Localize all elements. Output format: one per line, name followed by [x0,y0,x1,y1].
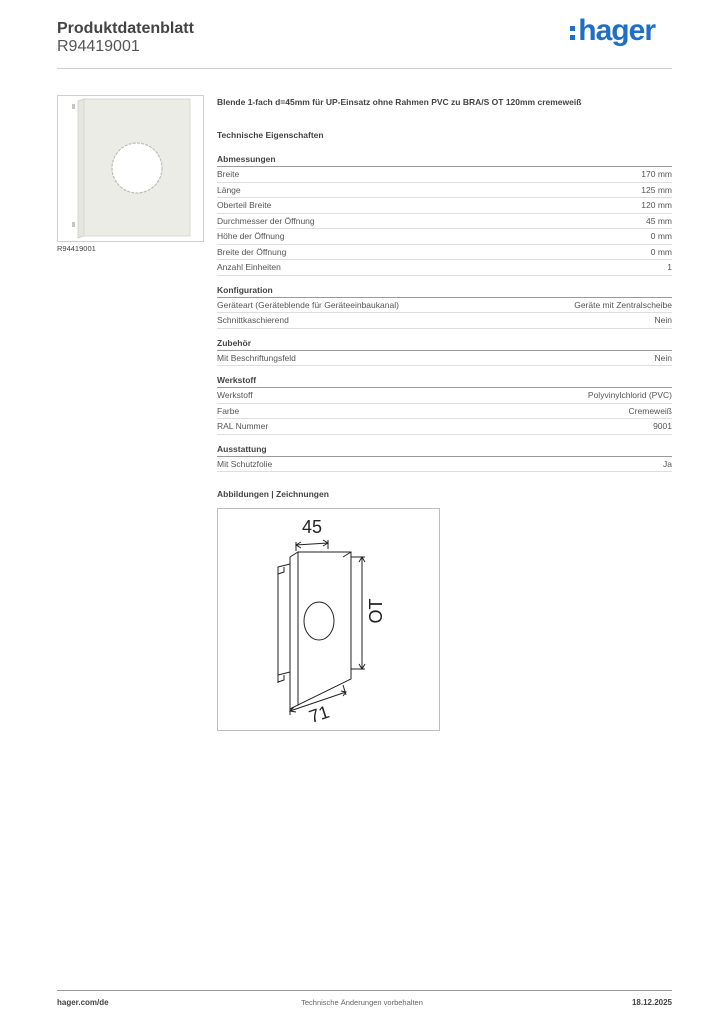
footer-website-link[interactable]: hager.com/de [57,998,109,1007]
product-image-caption: R94419001 [57,244,96,253]
page-title: Produktdatenblatt [57,20,194,37]
logo-text: hager [578,14,655,47]
spec-row [217,260,672,276]
spec-value: 120 mm [641,200,672,210]
spec-row [217,351,672,367]
tech-properties-title: Technische Eigenschaften [217,130,324,140]
logo-dots-icon [570,26,575,40]
section-werkstoff [217,375,672,435]
footer-note: Technische Änderungen vorbehalten [301,998,423,1007]
figures-title: Abbildungen | Zeichnungen [217,489,329,499]
spec-row [217,245,672,261]
footer-divider [57,990,672,991]
spec-value: Nein [654,352,672,363]
spec-value: 170 mm [641,169,672,179]
spec-label: RAL Nummer [217,421,269,431]
dim-bottom-label: 71 [306,701,332,727]
spec-value: 1 [667,262,672,272]
section-zubehoer [217,338,672,367]
spec-label: Mit Beschriftungsfeld [217,352,296,363]
spec-value: Nein [654,315,672,325]
technical-drawing [217,508,440,731]
spec-value: 45 mm [646,215,672,226]
section-title: Konfiguration [217,285,672,298]
spec-row [217,419,672,435]
spec-value: 0 mm [650,246,672,257]
spec-value: 9001 [653,421,672,431]
spec-value: Geräte mit Zentralscheibe [574,299,672,310]
spec-value: Ja [663,458,672,469]
spec-row [217,313,672,329]
spec-row [217,229,672,245]
section-abmessungen [217,154,672,276]
article-number: R94419001 [57,38,140,55]
section-title: Abmessungen [217,154,672,167]
spec-label: Farbe [217,405,240,416]
footer-date: 18.12.2025 [631,998,672,1007]
header-divider [57,68,672,69]
spec-label: Länge [217,184,241,195]
spec-row [217,457,672,473]
spec-row [217,404,672,420]
spec-label: Oberteil Breite [217,200,272,210]
spec-label: Geräteart (Geräteblende für Geräteeinbaukanal) [217,299,399,310]
section-title: Werkstoff [217,375,672,388]
spec-label: Werkstoff [217,390,253,400]
product-image [57,95,204,242]
spec-label: Höhe der Öffnung [217,231,285,241]
spec-row [217,298,672,314]
spec-row [217,388,672,404]
spec-label: Breite [217,169,240,179]
spec-row [217,214,672,230]
spec-value: Polyvinylchlorid (PVC) [587,390,672,400]
dim-top-label: 45 [301,517,323,537]
spec-label: Anzahl Einheiten [217,262,281,272]
spec-value: 125 mm [641,184,672,195]
spec-label: Durchmesser der Öffnung [217,215,315,226]
section-ausstattung [217,444,672,473]
spec-label: Breite der Öffnung [217,246,287,257]
hager-logo[interactable] [570,14,655,48]
spec-label: Mit Schutzfolie [217,458,273,469]
product-description: Blende 1-fach d=45mm für UP-Einsatz ohne Rahmen PVC zu BRA/S OT 120mm cremeweiß [217,97,582,107]
section-title: Ausstattung [217,444,672,457]
section-konfiguration [217,285,672,329]
spec-row [217,198,672,214]
spec-row [217,183,672,199]
spec-value: Cremeweiß [628,405,672,416]
spec-value: 0 mm [650,231,672,241]
spec-label: Schnittkaschierend [217,315,289,325]
dim-right-label: OT [366,598,386,624]
section-title: Zubehör [217,338,672,351]
spec-content [217,96,672,481]
spec-row [217,167,672,183]
